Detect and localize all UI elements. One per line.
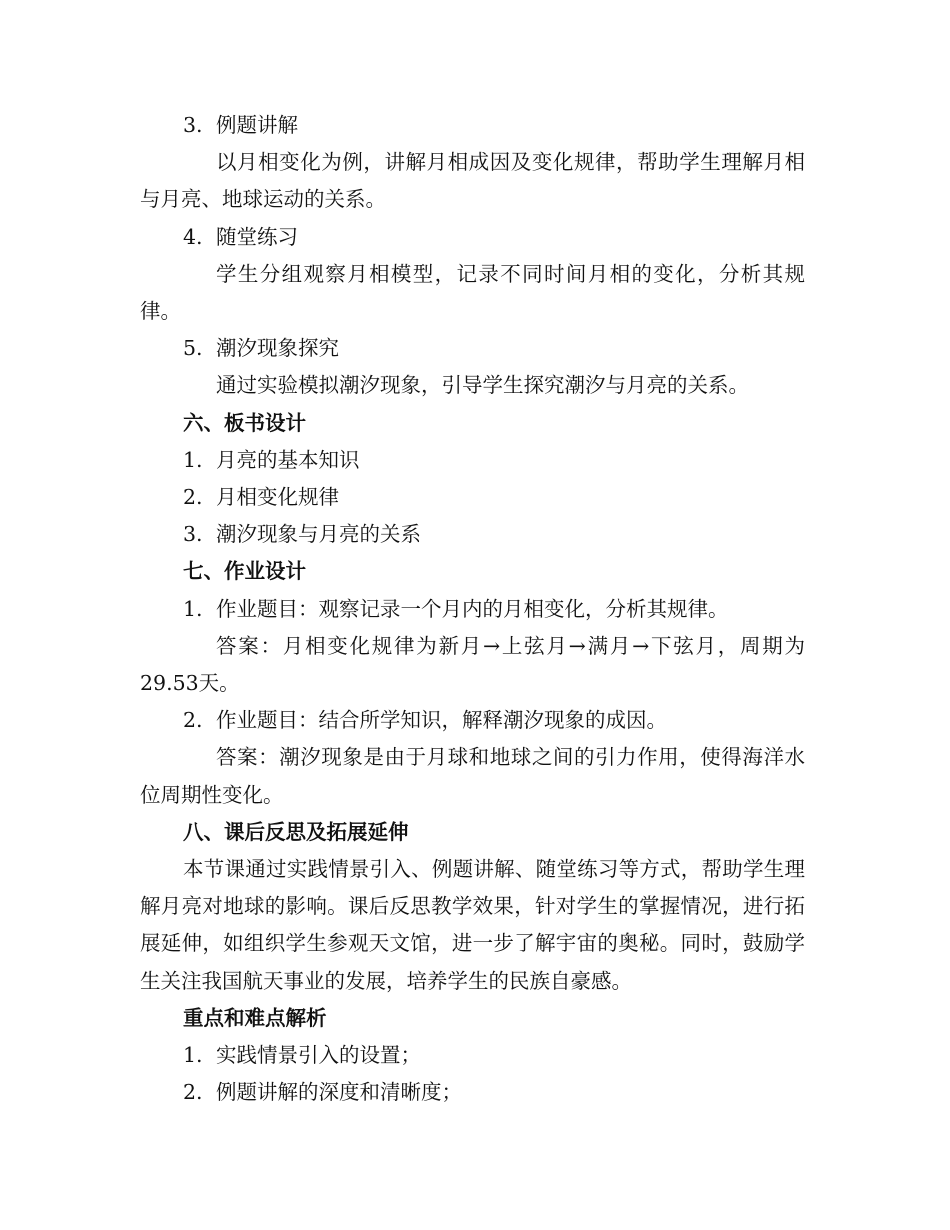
list-text: 例题讲解的深度和清晰度； <box>216 1080 462 1105</box>
list-item <box>140 479 805 516</box>
list-text: 月相变化规律 <box>216 485 339 510</box>
reflection-paragraph: 本节课通过实践情景引入、例题讲解、随堂练习等方式，帮助学生理解月亮对地球的影响。课后反思教学效果，针对学生的掌握情况，进行拓展延伸，如组织学生参观天文馆，进一步了解宇宙的奥秘。同时，鼓励学生关注我国航天事业的发展，培养学生的民族自豪感。 <box>140 857 805 993</box>
list-item <box>140 1037 805 1074</box>
list-number: 2. <box>183 708 203 733</box>
list-text: 潮汐现象与月亮的关系 <box>216 522 421 547</box>
section-heading-key-points: 重点和难点解析 <box>183 1005 327 1030</box>
list-number: 2. <box>183 485 203 510</box>
step-title: 例题讲解 <box>216 113 298 137</box>
step-number: 4. <box>183 224 203 249</box>
step-body: 通过实验模拟潮汐现象，引导学生探究潮汐与月亮的关系。 <box>216 373 749 398</box>
section-heading-homework: 七、作业设计 <box>183 559 306 584</box>
step-number: 3. <box>183 113 203 137</box>
list-number: 1. <box>183 596 203 621</box>
list-item <box>140 1074 805 1111</box>
list-number: 3. <box>183 522 203 547</box>
homework-answer: 答案：潮汐现象是由于月球和地球之间的引力作用，使得海洋水位周期性变化。 <box>140 745 805 807</box>
step-item-title <box>140 107 805 144</box>
section-heading-board-design: 六、板书设计 <box>183 410 306 435</box>
homework-question <box>140 591 805 628</box>
list-number: 1. <box>183 1043 203 1068</box>
step-title: 潮汐现象探究 <box>216 336 339 361</box>
list-text: 实践情景引入的设置； <box>216 1043 421 1068</box>
list-item <box>140 516 805 553</box>
document-body <box>140 107 805 1111</box>
step-number: 5. <box>183 336 203 361</box>
step-item-title <box>140 330 805 367</box>
homework-answer: 答案：月相变化规律为新月→上弦月→满月→下弦月，周期为29.53天。 <box>140 633 805 696</box>
step-body: 学生分组观察月相模型，记录不同时间月相的变化，分析其规律。 <box>140 261 805 324</box>
question-text: 作业题目：结合所学知识，解释潮汐现象的成因。 <box>216 708 667 733</box>
question-text: 作业题目：观察记录一个月内的月相变化，分析其规律。 <box>216 596 729 621</box>
step-title: 随堂练习 <box>216 224 298 249</box>
step-body: 以月相变化为例，讲解月相成因及变化规律，帮助学生理解月相与月亮、地球运动的关系。 <box>140 150 805 212</box>
list-number: 2. <box>183 1080 203 1105</box>
list-text: 月亮的基本知识 <box>216 447 360 472</box>
list-item <box>140 442 805 479</box>
section-heading-reflection: 八、课后反思及拓展延伸 <box>183 819 409 844</box>
homework-question <box>140 702 805 739</box>
list-number: 1. <box>183 447 203 472</box>
step-item-title <box>140 219 805 256</box>
